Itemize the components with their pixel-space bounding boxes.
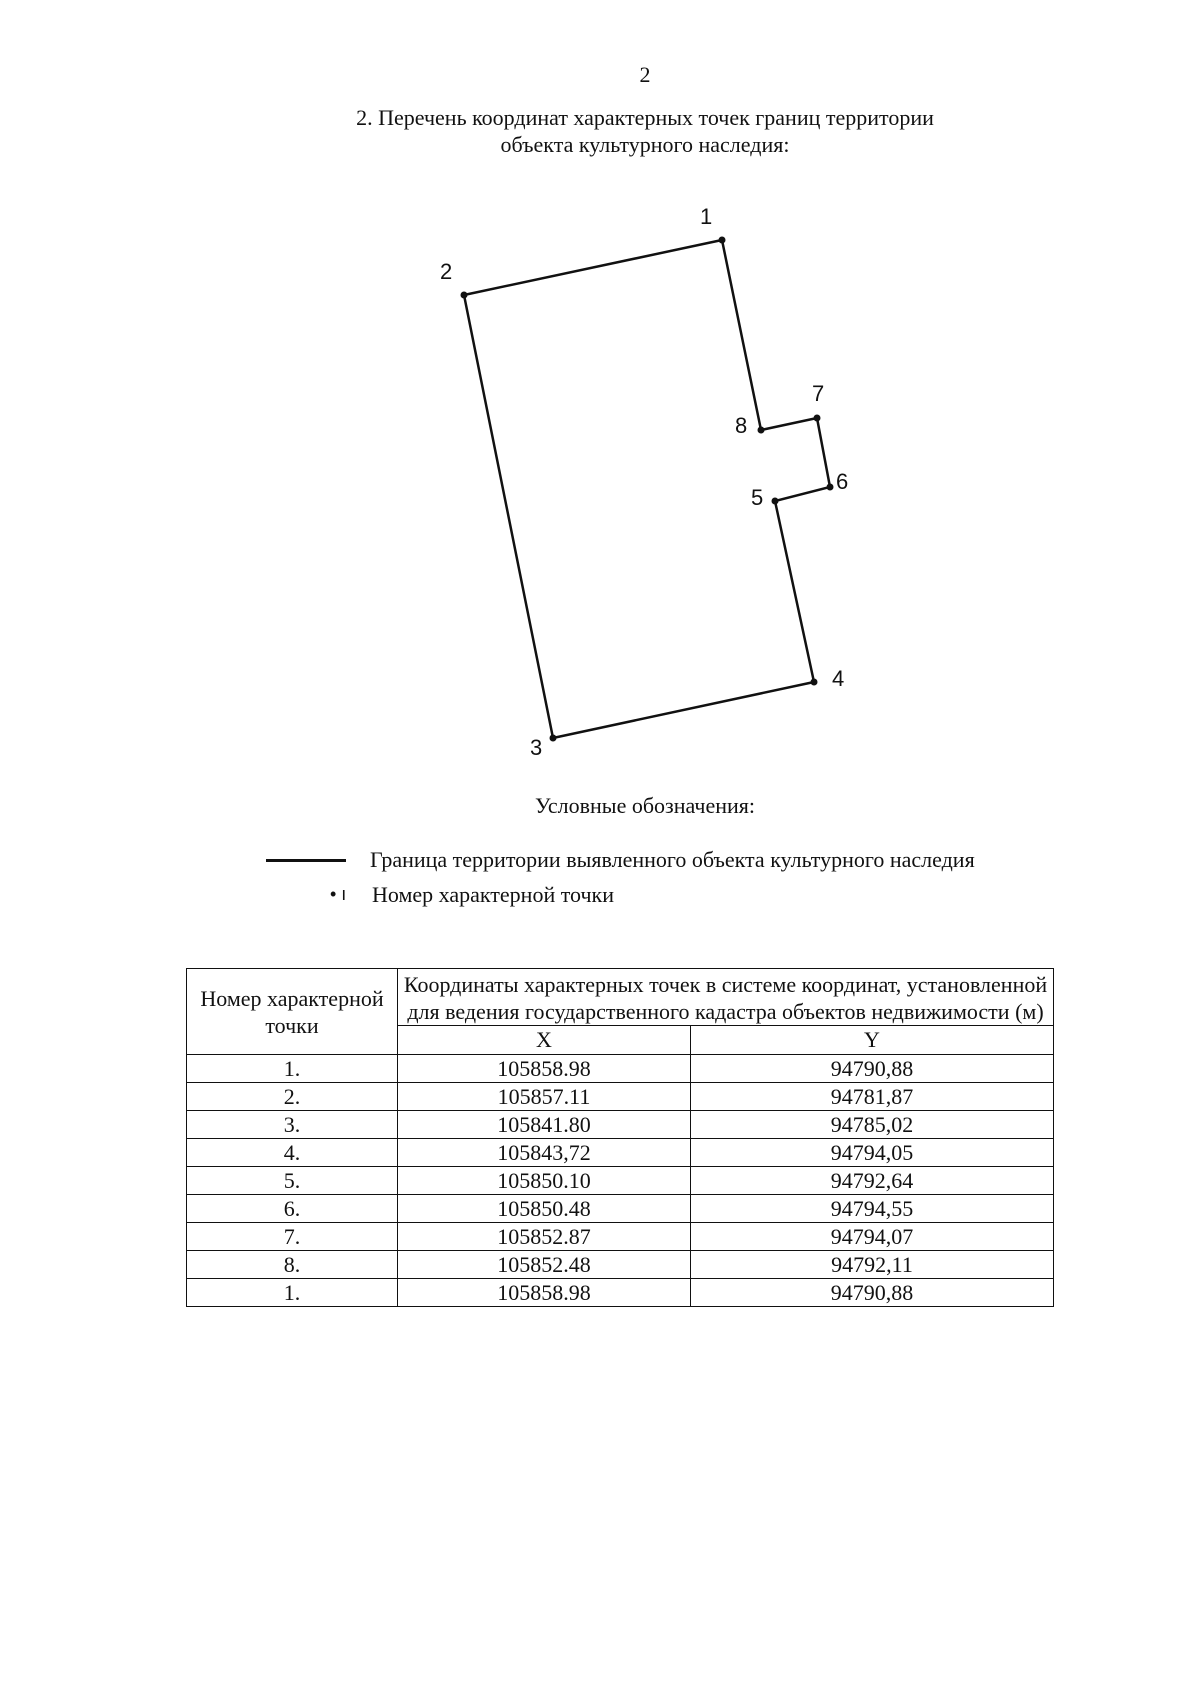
row-number: 4. <box>187 1139 398 1167</box>
point-label-2: 2 <box>440 259 453 284</box>
row-number: 2. <box>187 1083 398 1111</box>
row-number: 8. <box>187 1251 398 1279</box>
row-x: 105852.87 <box>398 1223 691 1251</box>
row-x: 105841.80 <box>398 1111 691 1139</box>
legend-title: Условные обозначения: <box>534 793 756 818</box>
legend-boundary-line-sample <box>266 859 346 862</box>
boundary-point-1 <box>719 237 726 244</box>
boundary-point-2 <box>461 292 468 299</box>
territory-boundary <box>464 240 830 738</box>
table-row <box>187 1223 1054 1251</box>
point-label-8: 8 <box>735 413 748 438</box>
row-y: 94785,02 <box>691 1111 1054 1139</box>
row-y: 94794,07 <box>691 1223 1054 1251</box>
row-x: 105858.98 <box>398 1055 691 1083</box>
table-row <box>187 1167 1054 1195</box>
point-label-3: 3 <box>530 735 543 760</box>
table-row <box>187 1111 1054 1139</box>
row-y: 94794,05 <box>691 1139 1054 1167</box>
legend-boundary-text: Граница территории выявленного объекта культурного наследия <box>370 847 975 872</box>
row-number: 5. <box>187 1167 398 1195</box>
boundary-points <box>461 237 834 742</box>
row-x: 105843,72 <box>398 1139 691 1167</box>
boundary-point-7 <box>814 415 821 422</box>
col-x-header: X <box>398 1026 691 1055</box>
table-row <box>187 1279 1054 1307</box>
point-label-6: 6 <box>836 469 849 494</box>
row-y: 94794,55 <box>691 1195 1054 1223</box>
row-number: 7. <box>187 1223 398 1251</box>
col-coords-header: Координаты характерных точек в системе координат, установленной для ведения государственного кадастра объектов недвижимости (м) <box>398 969 1054 1026</box>
boundary-point-3 <box>550 735 557 742</box>
table-row <box>187 1195 1054 1223</box>
boundary-point-8 <box>758 427 765 434</box>
boundary-point-4 <box>811 679 818 686</box>
table-row <box>187 1139 1054 1167</box>
boundary-plan <box>0 0 1200 780</box>
row-x: 105857.11 <box>398 1083 691 1111</box>
table-row <box>187 1083 1054 1111</box>
row-y: 94792,11 <box>691 1251 1054 1279</box>
col-number-header: Номер характерной точки <box>187 969 398 1055</box>
legend-point-text: Номер характерной точки <box>372 882 614 907</box>
section-heading-line-1: 2. Перечень координат характерных точек границ территории <box>356 105 934 130</box>
legend-point-sample-icon: • ı <box>330 884 347 904</box>
col-y-header: Y <box>691 1026 1054 1055</box>
boundary-point-6 <box>827 484 834 491</box>
table-row <box>187 1055 1054 1083</box>
row-y: 94790,88 <box>691 1279 1054 1307</box>
row-number: 6. <box>187 1195 398 1223</box>
table-row <box>187 1251 1054 1279</box>
row-y: 94790,88 <box>691 1055 1054 1083</box>
point-label-4: 4 <box>832 666 845 691</box>
row-x: 105850.10 <box>398 1167 691 1195</box>
row-x: 105850.48 <box>398 1195 691 1223</box>
point-label-5: 5 <box>751 485 764 510</box>
boundary-point-5 <box>772 498 779 505</box>
row-x: 105852.48 <box>398 1251 691 1279</box>
section-heading-line-2: объекта культурного наследия: <box>500 132 790 157</box>
page-number: 2 <box>639 62 651 87</box>
point-label-1: 1 <box>700 204 713 229</box>
row-x: 105858.98 <box>398 1279 691 1307</box>
coordinates-table <box>186 968 1054 1307</box>
row-y: 94792,64 <box>691 1167 1054 1195</box>
point-label-7: 7 <box>812 381 825 406</box>
row-y: 94781,87 <box>691 1083 1054 1111</box>
row-number: 1. <box>187 1279 398 1307</box>
row-number: 3. <box>187 1111 398 1139</box>
row-number: 1. <box>187 1055 398 1083</box>
